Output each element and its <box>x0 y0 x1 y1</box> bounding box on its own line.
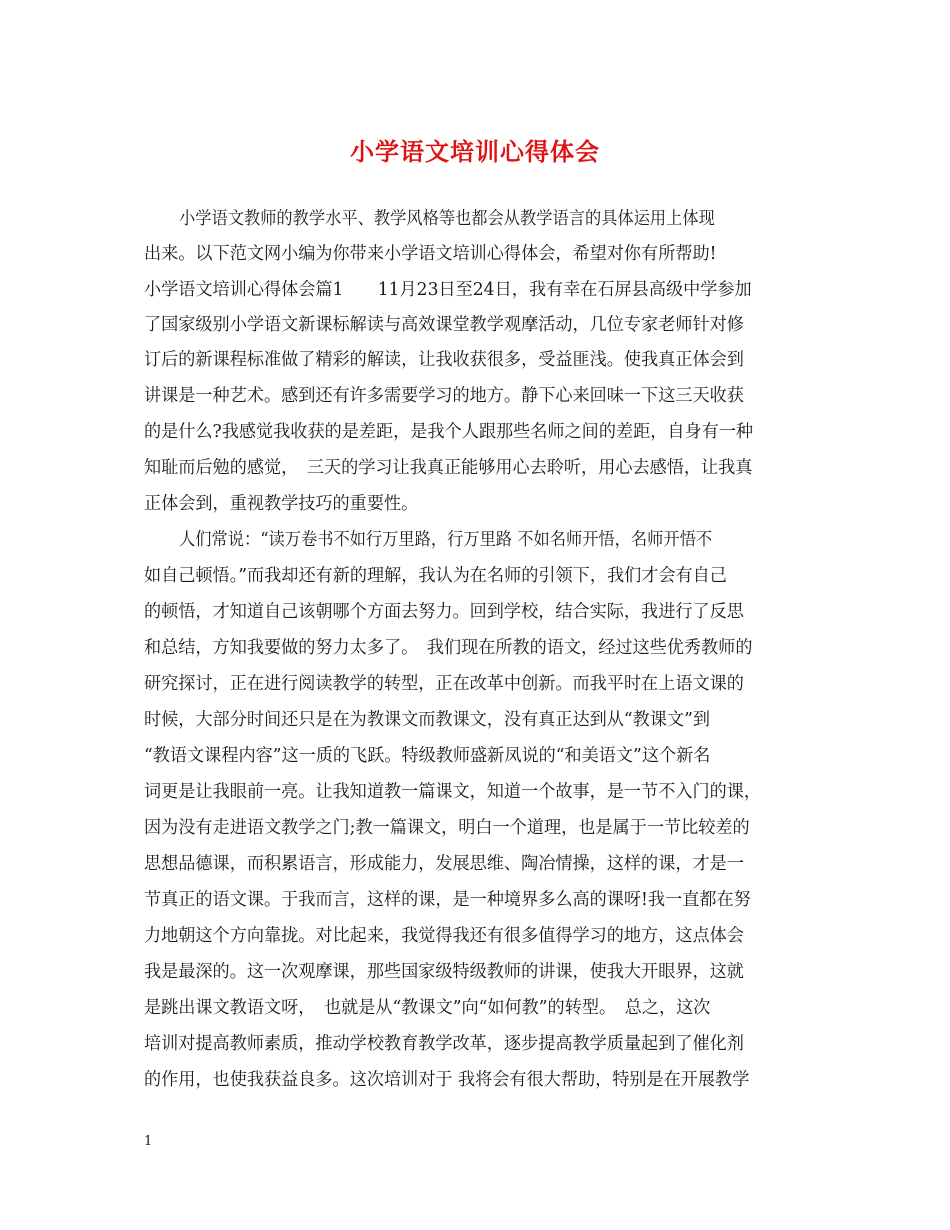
body-line: 和总结，方知我要做的努力太多了。 我们现在所教的语文，经过这些优秀教师的 <box>144 638 753 658</box>
body-line: 是跳出课文教语文呀， 也就是从“教课文”向“如何教”的转型。 总之，这次 <box>144 998 711 1018</box>
body-line: 小学语文培训心得体会篇1 11月23日至24日，我有幸在石屏县高级中学参加 <box>144 280 752 300</box>
page-number: 1 <box>144 1134 153 1149</box>
body-line: 节真正的语文课。于我而言，这样的课，是一种境界多么高的课呀!我一直都在努 <box>144 890 751 910</box>
body-line: 力地朝这个方向靠拢。对比起来，我觉得我还有很多值得学习的地方，这点体会 <box>144 926 744 946</box>
body-line: 因为没有走进语文教学之门;教一篇课文，明白一个道理，也是属于一节比较差的 <box>144 818 750 838</box>
body-line: 如自己顿悟。”而我却还有新的理解，我认为在名师的引领下，我们才会有自己 <box>144 566 727 586</box>
body-line: 时候，大部分时间还只是在为教课文而教课文，没有真正达到从“教课文”到 <box>144 710 710 730</box>
body-line: 小学语文教师的教学水平、教学风格等也都会从教学语言的具体运用上体现 <box>179 209 715 229</box>
body-line: 了国家级别小学语文新课标解读与高效课堂教学观摩活动，几位专家老师针对修 <box>144 315 744 335</box>
body-line: 的顿悟，才知道自己该朝哪个方面去努力。回到学校，结合实际，我进行了反思 <box>144 602 744 622</box>
body-line: 培训对提高教师素质，推动学校教育教学改革，逐步提高教学质量起到了催化剂 <box>144 1034 744 1054</box>
body-line: 正体会到，重视教学技巧的重要性。 <box>144 494 419 514</box>
body-line: 的是什么?我感觉我收获的是差距，是我个人跟那些名师之间的差距，自身有一种 <box>144 422 754 442</box>
body-line: 词更是让我眼前一亮。让我知道教一篇课文，知道一个故事，是一节不入门的课， <box>144 782 762 802</box>
body-line: 研究探讨，正在进行阅读教学的转型，正在改革中创新。而我平时在上语文课的 <box>144 674 744 694</box>
body-line: 订后的新课程标准做了精彩的解读，让我收获很多，受益匪浅。使我真正体会到 <box>144 350 744 370</box>
document-title: 小学语文培训心得体会 <box>350 137 600 166</box>
body-line: 讲课是一种艺术。感到还有许多需要学习的地方。静下心来回味一下这三天收获 <box>144 386 744 406</box>
body-line: 出来。以下范文网小编为你带来小学语文培训心得体会，希望对你有所帮助! <box>144 244 717 264</box>
body-line: 知耻而后勉的感觉， 三天的学习让我真正能够用心去聆听，用心去感悟，让我真 <box>144 458 753 478</box>
body-line: 我是最深的。这一次观摩课，那些国家级特级教师的讲课，使我大开眼界，这就 <box>144 962 744 982</box>
body-line: 思想品德课，而积累语言，形成能力，发展思维、陶冶情操，这样的课，才是一 <box>144 854 744 874</box>
body-line: 的作用，也使我获益良多。这次培训对于 我将会有很大帮助，特别是在开展教学 <box>144 1070 750 1090</box>
body-line: 人们常说：“读万卷书不如行万里路，行万里路 不如名师开悟，名师开悟不 <box>179 530 713 550</box>
body-line: “教语文课程内容”这一质的飞跃。特级教师盛新凤说的“和美语文”这个新名 <box>144 746 711 766</box>
